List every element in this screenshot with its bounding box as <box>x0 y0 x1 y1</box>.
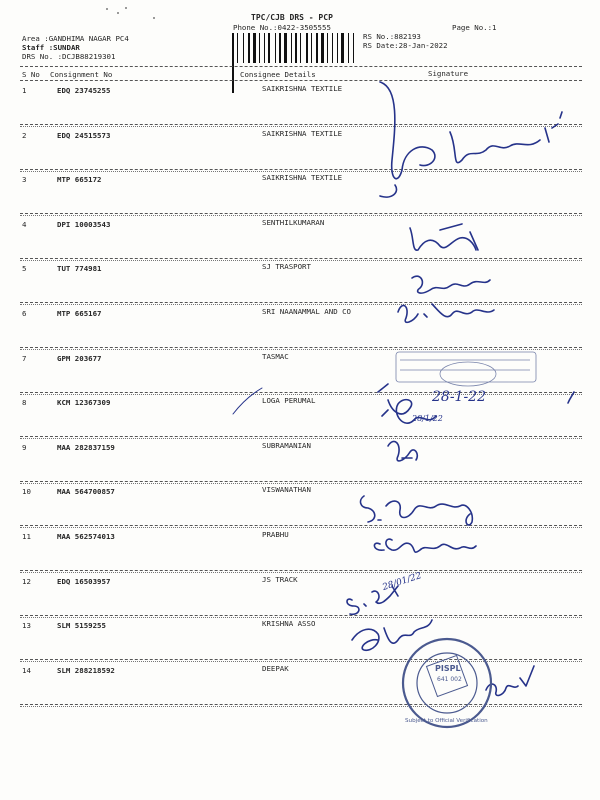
barcode-bar <box>339 33 340 63</box>
stamp-code: 641 002 <box>437 676 462 683</box>
barcode-bar <box>341 33 344 63</box>
row-separator <box>20 124 582 125</box>
verification-stamp <box>403 639 491 727</box>
col-consignment: Consignment No <box>50 70 113 79</box>
phone-number: Phone No.:0422-3505555 <box>233 23 331 32</box>
barcode-bar <box>284 33 287 63</box>
row-consignment-number: SLM 288218592 <box>57 666 115 675</box>
barcode-bar <box>321 33 324 63</box>
barcode-bar <box>253 33 256 63</box>
row-consignee-name: SENTHILKUMARAN <box>262 218 325 227</box>
row-separator-secondary <box>20 126 582 127</box>
row-separator-secondary <box>20 394 582 395</box>
row-consignment-number: TUT 774981 <box>57 264 102 273</box>
top-marks <box>106 7 155 19</box>
row-consignment-number: MAA 564700857 <box>57 487 115 496</box>
barcode-bar <box>257 33 258 63</box>
barcode-bar <box>302 33 305 63</box>
signature-row-11 <box>374 539 476 552</box>
row-separator-secondary <box>20 260 582 261</box>
col-consignee: Consignee Details <box>240 70 316 79</box>
row-consignment-number: SLM 5159255 <box>57 621 106 630</box>
barcode-bar <box>300 33 301 63</box>
barcode-bar <box>337 33 338 63</box>
row-serial-number: 6 <box>22 309 27 318</box>
barcode-bar <box>350 33 352 63</box>
row-separator-secondary <box>20 706 582 707</box>
row-consignee-name: TASMAC <box>262 352 289 361</box>
row-separator <box>20 258 582 259</box>
row-serial-number: 8 <box>22 398 27 407</box>
row-serial-number: 1 <box>22 86 27 95</box>
row-separator-secondary <box>20 171 582 172</box>
signature-row-9 <box>388 441 417 460</box>
row-separator-secondary <box>20 617 582 618</box>
row-consignment-number: EDQ 24515573 <box>57 131 111 140</box>
barcode-bar <box>329 33 331 63</box>
barcode-bar <box>248 33 250 63</box>
barcode-bar <box>261 33 263 63</box>
row-serial-number: 5 <box>22 264 27 273</box>
row-serial-number: 12 <box>22 577 31 586</box>
row-separator-secondary <box>20 483 582 484</box>
row-consignee-name: SRI NAANAMMAL AND CO <box>262 307 351 316</box>
barcode-bar <box>345 33 347 63</box>
barcode-bar <box>282 33 283 63</box>
barcode-bar <box>251 33 252 63</box>
rs-date: RS Date:28-Jan-2022 <box>363 41 448 50</box>
barcode-bar <box>316 33 318 63</box>
row-separator <box>20 169 582 170</box>
barcode-bar <box>271 33 274 63</box>
barcode-bar <box>243 33 244 63</box>
barcode-bar <box>239 33 242 63</box>
signature-row-4 <box>410 224 478 250</box>
row-consignee-name: JS TRACK <box>262 575 298 584</box>
faint-stamp <box>396 352 536 386</box>
barcode-bar <box>332 33 333 63</box>
row-consignee-name: SAIKRISHNA TEXTILE <box>262 129 343 138</box>
row-consignment-number: MTP 665167 <box>57 309 102 318</box>
barcode-bar <box>298 33 299 63</box>
row-separator-secondary <box>20 349 582 350</box>
row-serial-number: 3 <box>22 175 27 184</box>
row-serial-number: 10 <box>22 487 31 496</box>
barcode-bar <box>325 33 326 63</box>
barcode-bar <box>327 33 328 63</box>
barcode-bar <box>232 33 234 63</box>
row-consignment-number: DPI 10003543 <box>57 220 111 229</box>
barcode <box>232 33 358 63</box>
row-consignee-name: DEEPAK <box>262 664 289 673</box>
rs-number: RS No.:882193 <box>363 32 421 41</box>
signature-saikrishna <box>380 82 562 179</box>
barcode-bar <box>309 33 310 63</box>
row-separator <box>20 615 582 616</box>
row-separator <box>20 525 582 526</box>
area-label: Area :GANDHIMA NAGAR PC4 <box>22 34 129 43</box>
barcode-bar <box>259 33 260 63</box>
row-separator-secondary <box>20 215 582 216</box>
sheet-title: TPC/CJB DRS - PCP <box>251 13 333 22</box>
header-rule-bottom <box>20 80 582 81</box>
stamp-center: PISPL <box>435 664 461 673</box>
row-consignment-number: EDQ 16503957 <box>57 577 111 586</box>
row-consignee-name: VISWANATHAN <box>262 485 311 494</box>
row-serial-number: 9 <box>22 443 27 452</box>
header-rule-top <box>20 66 582 67</box>
signature-row-13 <box>352 620 432 650</box>
barcode-bar <box>313 33 315 63</box>
row-separator <box>20 704 582 705</box>
row-separator <box>20 302 582 303</box>
row-separator <box>20 481 582 482</box>
row-serial-number: 13 <box>22 621 31 630</box>
row-separator <box>20 347 582 348</box>
handwritten-date-1: 28-1-22 <box>432 389 486 405</box>
row-separator-secondary <box>20 527 582 528</box>
signature-row-10 <box>361 496 473 525</box>
row-consignment-number: KCM 12367309 <box>57 398 111 407</box>
row-consignment-number: MAA 562574013 <box>57 532 115 541</box>
row-consignment-number: EDQ 23745255 <box>57 86 111 95</box>
row-consignee-name: SAIKRISHNA TEXTILE <box>262 84 343 93</box>
barcode-bar <box>295 33 297 63</box>
row-serial-number: 2 <box>22 131 27 140</box>
barcode-bar <box>279 33 281 63</box>
barcode-bar <box>311 33 312 63</box>
barcode-bar <box>275 33 276 63</box>
barcode-bar <box>306 33 308 63</box>
row-separator <box>20 392 582 393</box>
row-consignee-name: KRISHNA ASSO <box>262 619 316 628</box>
row-separator-secondary <box>20 661 582 662</box>
col-sno: S No <box>22 70 40 79</box>
barcode-bar <box>237 33 238 63</box>
signature-row-14 <box>486 666 534 695</box>
row-consignment-number: GPM 203677 <box>57 354 102 363</box>
row-separator-secondary <box>20 438 582 439</box>
barcode-bar <box>319 33 320 63</box>
page-number: Page No.:1 <box>452 23 497 32</box>
row-consignee-name: SAIKRISHNA TEXTILE <box>262 173 343 182</box>
barcode-bar <box>334 33 336 63</box>
barcode-bar <box>353 33 354 63</box>
row-consignment-number: MTP 665172 <box>57 175 102 184</box>
signature-row-6 <box>398 304 494 322</box>
row-consignee-name: SJ TRASPORT <box>262 262 311 271</box>
staff-label: Staff :SUNDAR <box>22 43 80 52</box>
drs-number: DRS No. :DCJB88219301 <box>22 52 116 61</box>
handwritten-date-3: 28/01/22 <box>381 571 423 594</box>
barcode-bar <box>235 33 236 63</box>
row-consignment-number: MAA 282837159 <box>57 443 115 452</box>
barcode-bar <box>235 63 238 93</box>
barcode-bar <box>264 33 265 63</box>
row-serial-number: 11 <box>22 532 31 541</box>
row-serial-number: 4 <box>22 220 27 229</box>
col-signature: Signature <box>428 69 469 78</box>
barcode-bar <box>348 33 349 63</box>
row-separator <box>20 570 582 571</box>
row-consignee-name: SUBRAMANIAN <box>262 441 311 450</box>
row-separator <box>20 436 582 437</box>
barcode-bar <box>293 33 294 63</box>
barcode-bar <box>291 33 292 63</box>
row-separator <box>20 213 582 214</box>
row-separator-secondary <box>20 304 582 305</box>
row-separator <box>20 659 582 660</box>
row-consignee-name: PRABHU <box>262 530 289 539</box>
barcode-bar <box>288 33 290 63</box>
row-serial-number: 14 <box>22 666 31 675</box>
row-consignee-name: LOGA PERUMAL <box>262 396 316 405</box>
stamp-ring-text: Subject to Official Verification <box>405 718 488 724</box>
barcode-bar <box>355 33 356 63</box>
barcode-bar <box>245 33 247 63</box>
signature-row-5 <box>412 276 490 293</box>
row-separator-secondary <box>20 572 582 573</box>
handwritten-date-2: 28/1/22 <box>412 414 443 423</box>
barcode-bar <box>268 33 270 63</box>
barcode-bar <box>277 33 278 63</box>
barcode-bar <box>266 33 267 63</box>
barcode-bar <box>232 63 234 93</box>
row-serial-number: 7 <box>22 354 27 363</box>
